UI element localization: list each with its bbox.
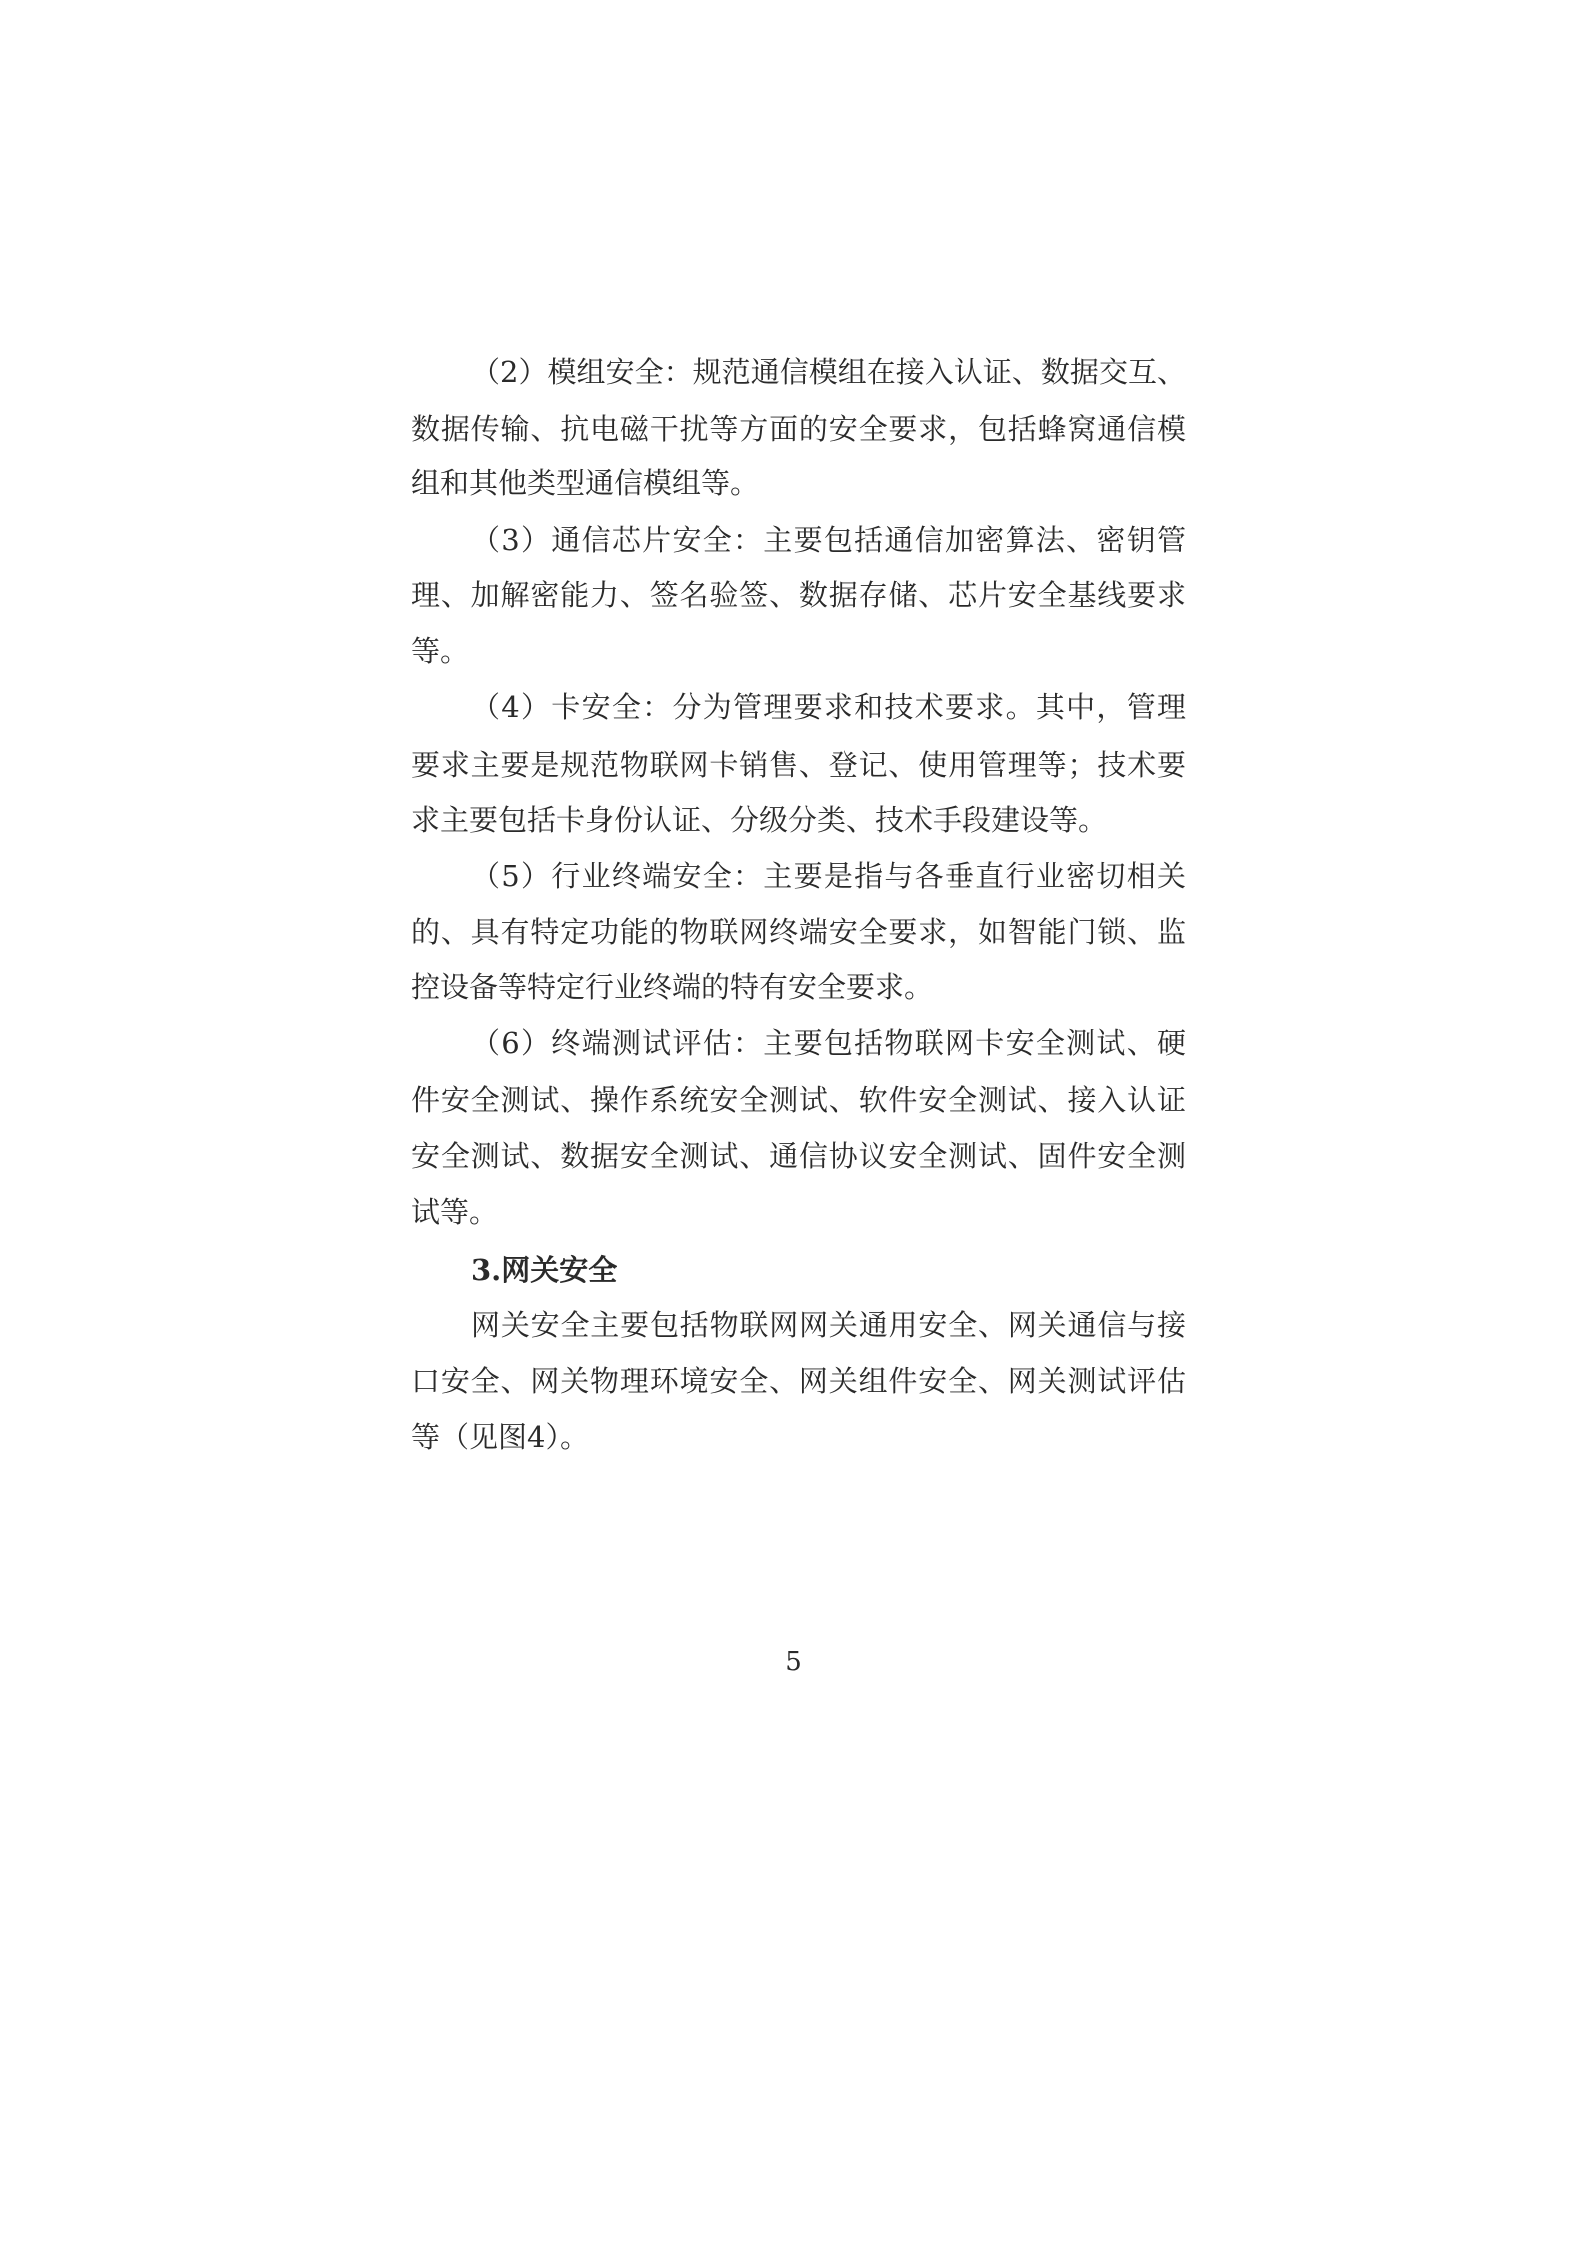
paragraph-6-line: （6）终端测试评估：主要包括物联网卡安全测试、硬	[471, 1026, 1186, 1060]
section-paragraph-line: 口安全、网关物理环境安全、网关组件安全、网关测试评估	[411, 1364, 1186, 1398]
paragraph-4-line: 求主要包括卡身份认证、分级分类、技术手段建设等。	[411, 803, 1108, 837]
paragraph-3-line: 理、加解密能力、签名验签、数据存储、芯片安全基线要求	[411, 578, 1186, 612]
paragraph-3-line: （3）通信芯片安全：主要包括通信加密算法、密钥管	[471, 523, 1186, 557]
paragraph-2-line: 组和其他类型通信模组等。	[411, 466, 760, 500]
paragraph-2-line: 数据传输、抗电磁干扰等方面的安全要求，包括蜂窝通信模	[411, 412, 1186, 446]
section-heading: 3.网关安全	[471, 1253, 618, 1287]
paragraph-6-line: 件安全测试、操作系统安全测试、软件安全测试、接入认证	[411, 1083, 1186, 1117]
paragraph-5-line: 的、具有特定功能的物联网终端安全要求，如智能门锁、监	[411, 915, 1186, 949]
paragraph-4-line: 要求主要是规范物联网卡销售、登记、使用管理等；技术要	[411, 748, 1186, 782]
paragraph-6-line: 安全测试、数据安全测试、通信协议安全测试、固件安全测	[411, 1139, 1186, 1173]
paragraph-5-line: 控设备等特定行业终端的特有安全要求。	[411, 970, 934, 1004]
paragraph-2-line: （2）模组安全：规范通信模组在接入认证、数据交互、	[471, 355, 1186, 389]
paragraph-3-line: 等。	[411, 634, 470, 668]
paragraph-5-line: （5）行业终端安全：主要是指与各垂直行业密切相关	[471, 859, 1186, 893]
paragraph-6-line: 试等。	[411, 1195, 499, 1229]
page-number: 5	[785, 1647, 802, 1677]
section-paragraph-line: 等（见图4）。	[411, 1420, 589, 1454]
section-paragraph-line: 网关安全主要包括物联网网关通用安全、网关通信与接	[471, 1308, 1186, 1342]
paragraph-4-line: （4）卡安全：分为管理要求和技术要求。其中，管理	[471, 690, 1186, 724]
